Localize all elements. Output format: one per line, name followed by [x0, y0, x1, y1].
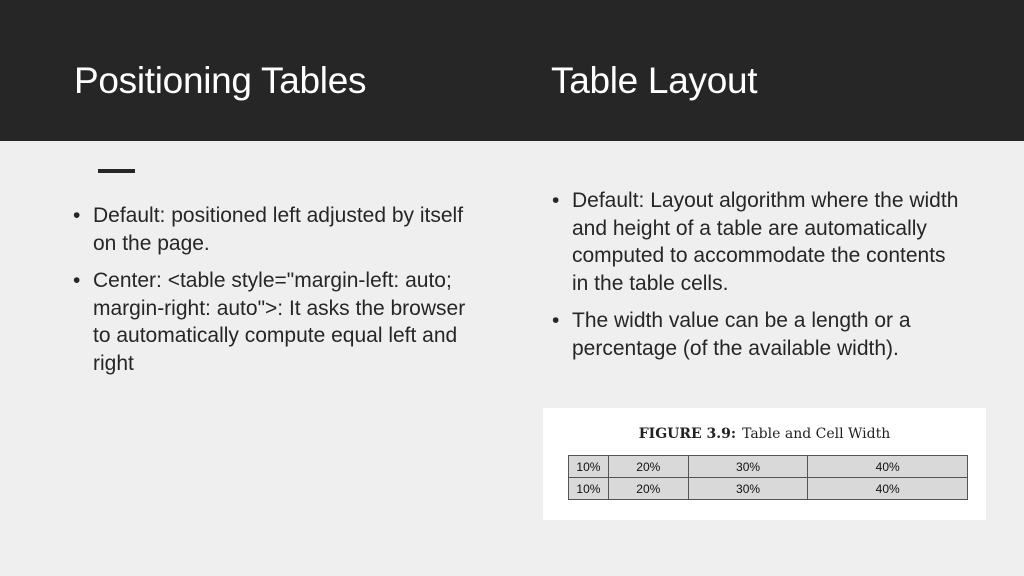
table-row: [569, 478, 968, 500]
table-cell: 30%: [688, 478, 808, 500]
left-heading: Positioning Tables: [74, 60, 367, 101]
figure-label: FIGURE 3.9:: [638, 426, 737, 442]
figure-table: [568, 455, 968, 500]
bullet-item-width-value: • The width value can be a length or a percentage (of the available width).: [552, 307, 962, 362]
accent-bar: [98, 169, 135, 173]
bullet-item-default-layout: • Default: Layout algorithm where the width and height of a table are automatically computed to accommodate the contents in the table cells.: [552, 187, 962, 297]
table-cell: 10%: [569, 478, 609, 500]
figure-caption: [543, 426, 986, 442]
table-row: [569, 456, 968, 478]
right-bullet-list: [552, 187, 962, 372]
table-cell: 10%: [569, 456, 609, 478]
bullet-item-default-position: • Default: positioned left adjusted by itself on the page.: [73, 202, 473, 257]
slide-header: [0, 0, 1024, 141]
table-cell: 20%: [608, 456, 688, 478]
table-cell: 40%: [808, 478, 968, 500]
figure-caption-text: Table and Cell Width: [742, 426, 891, 442]
table-cell: 20%: [608, 478, 688, 500]
left-bullet-list: [73, 202, 473, 387]
table-cell: 30%: [688, 456, 808, 478]
figure-image: [543, 408, 986, 520]
table-cell: 40%: [808, 456, 968, 478]
right-heading: Table Layout: [551, 60, 758, 101]
bullet-item-center-position: • Center: <table style="margin-left: auto; margin-right: auto">: It asks the browser to automatically compute equal left and right: [73, 267, 473, 377]
